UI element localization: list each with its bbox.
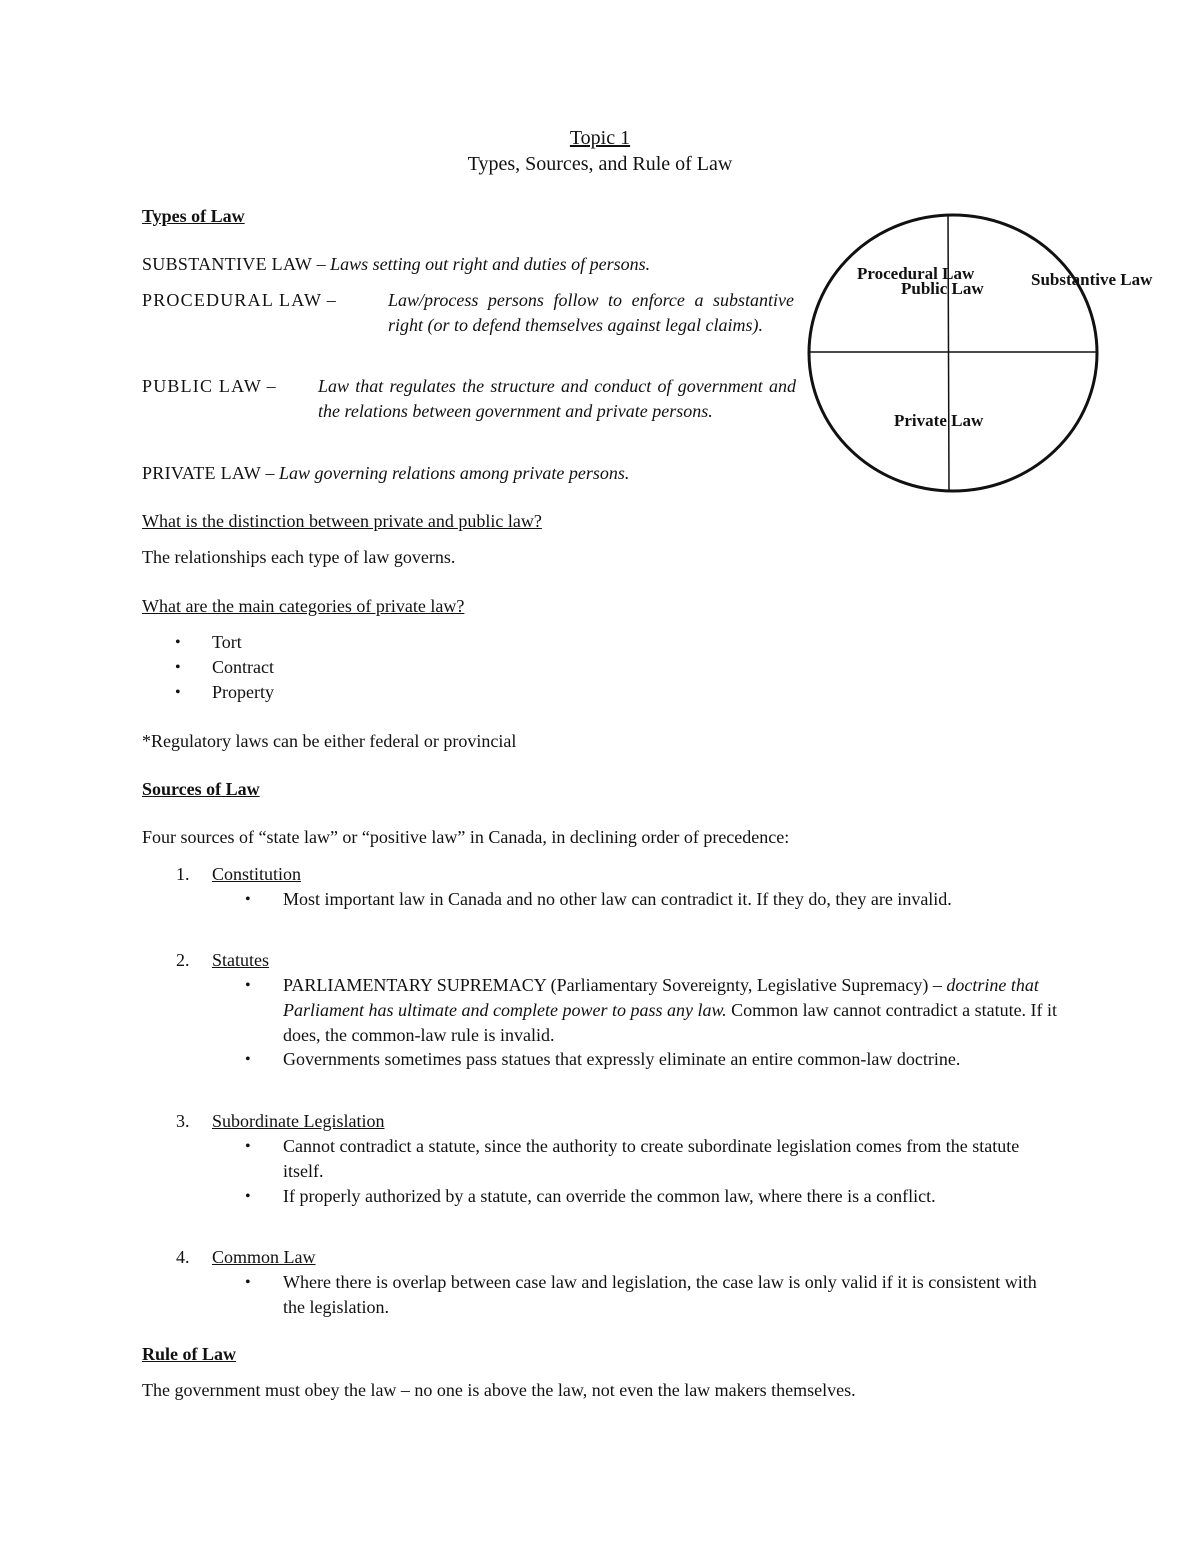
definition-text: Law governing relations among private persons. bbox=[279, 463, 630, 483]
bullet-icon: • bbox=[245, 977, 251, 994]
question-private-categories: What are the main categories of private law? bbox=[142, 596, 465, 616]
diagram-label-procedural: Procedural Law bbox=[857, 264, 975, 283]
bullet-icon: • bbox=[245, 1188, 251, 1205]
rule-of-law-text: The government must obey the law – no one is above the law, not even the law makers themselves. bbox=[142, 1380, 856, 1400]
bullet-icon: • bbox=[175, 684, 181, 701]
definition-public-term: PUBLIC LAW – bbox=[142, 376, 276, 396]
definition-text: Laws setting out right and duties of persons. bbox=[330, 254, 651, 274]
document-header bbox=[0, 125, 1200, 177]
diagram-label-private: Private Law bbox=[894, 411, 984, 430]
regulatory-note: *Regulatory laws can be either federal or provincial bbox=[142, 731, 517, 751]
source-bullet-parliamentary-supremacy: PARLIAMENTARY SUPREMACY (Parliamentary Sovereignty, Legislative Supremacy) – doctrine that Parliament has ultimate and complete power to pass any law. Common law cannot contradict a statute. If it does, the common-law rule is invalid. bbox=[283, 975, 1058, 1045]
source-title-constitution: Constitution bbox=[212, 864, 302, 884]
topic-subtitle: Types, Sources, and Rule of Law bbox=[467, 153, 733, 175]
list-number: 3. bbox=[176, 1111, 190, 1131]
law-types-diagram bbox=[800, 205, 1200, 500]
source-bullet: If properly authorized by a statute, can override the common law, where there is a conflict. bbox=[283, 1186, 936, 1206]
list-item: Tort bbox=[212, 632, 242, 652]
diagram-circle bbox=[800, 205, 1200, 500]
source-bullet: Cannot contradict a statute, since the authority to create subordinate legislation comes from the statute itself. bbox=[283, 1136, 1020, 1181]
list-number: 2. bbox=[176, 950, 190, 970]
definition-term: SUBSTANTIVE LAW bbox=[142, 254, 313, 274]
source-bullet: Governments sometimes pass statues that expressly eliminate an entire common-law doctrine. bbox=[283, 1049, 961, 1069]
types-of-law-heading: Types of Law bbox=[142, 206, 245, 226]
diagram-label-substantive: Substantive Law bbox=[1031, 270, 1153, 289]
definition-public-text: Law that regulates the structure and conduct of government and the relations between government and private persons. bbox=[318, 376, 796, 421]
bullet-icon: • bbox=[245, 1138, 251, 1155]
definition-private: PRIVATE LAW – Law governing relations among private persons. bbox=[142, 463, 630, 483]
definition-procedural-text: Law/process persons follow to enforce a substantive right (or to defend themselves against legal claims). bbox=[388, 290, 794, 335]
source-bullet: Where there is overlap between case law and legislation, the case law is only valid if it is consistent with the legislation. bbox=[283, 1272, 1037, 1317]
sources-intro: Four sources of “state law” or “positive law” in Canada, in declining order of precedence: bbox=[142, 827, 790, 847]
definition-term: PUBLIC LAW bbox=[142, 376, 263, 396]
source-title-subordinate: Subordinate Legislation bbox=[212, 1111, 385, 1131]
bullet-icon: • bbox=[175, 659, 181, 676]
definition-procedural-term: PROCEDURAL LAW – bbox=[142, 290, 336, 310]
diagram-label-public: Public Law bbox=[901, 279, 984, 298]
definition-term: PRIVATE LAW bbox=[142, 463, 262, 483]
definition-term: PROCEDURAL LAW bbox=[142, 290, 323, 310]
list-item: Property bbox=[212, 682, 274, 702]
source-title-common-law: Common Law bbox=[212, 1247, 316, 1267]
list-number: 1. bbox=[176, 864, 190, 884]
topic-title: Topic 1 bbox=[569, 127, 631, 149]
answer-public-private: The relationships each type of law governs. bbox=[142, 547, 456, 567]
rule-of-law-heading: Rule of Law bbox=[142, 1344, 236, 1364]
sources-of-law-heading: Sources of Law bbox=[142, 779, 260, 799]
bullet-icon: • bbox=[245, 1051, 251, 1068]
bullet-icon: • bbox=[245, 891, 251, 908]
source-bullet: Most important law in Canada and no other law can contradict it. If they do, they are invalid. bbox=[283, 889, 952, 909]
bullet-icon: • bbox=[175, 634, 181, 651]
question-public-private: What is the distinction between private and public law? bbox=[142, 511, 542, 531]
definition-substantive: SUBSTANTIVE LAW – Laws setting out right and duties of persons. bbox=[142, 254, 651, 274]
list-item: Contract bbox=[212, 657, 274, 677]
source-title-statutes: Statutes bbox=[212, 950, 269, 970]
list-number: 4. bbox=[176, 1247, 190, 1267]
bullet-icon: • bbox=[245, 1274, 251, 1291]
